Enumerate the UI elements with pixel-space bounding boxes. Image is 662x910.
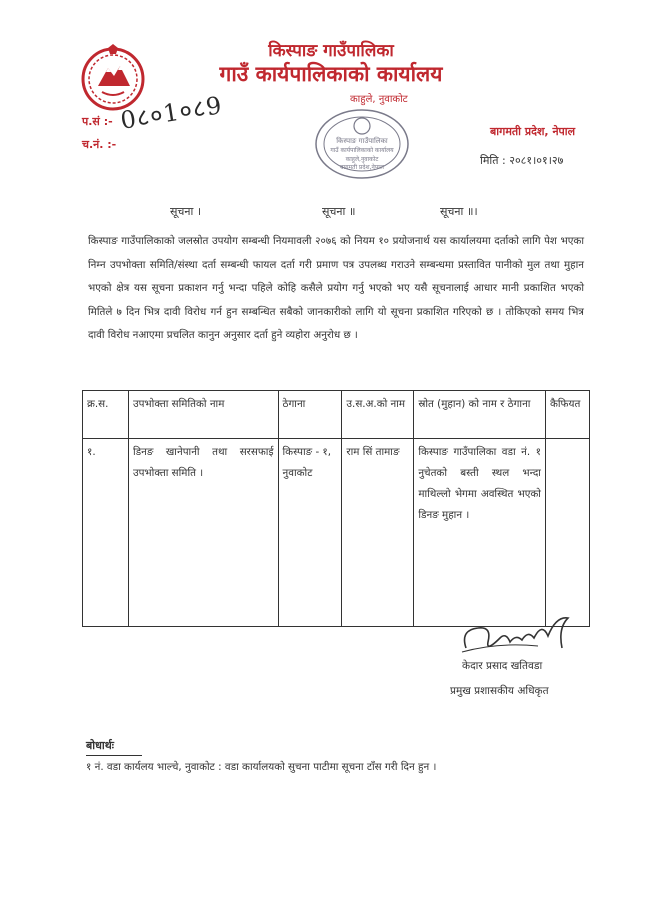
- office-stamp: [312, 106, 412, 182]
- cn-handwritten-number: 0८०1०८9: [118, 91, 225, 135]
- committee-table: [82, 390, 590, 627]
- cell-chair-name: राम सिं तामाङ: [342, 439, 414, 627]
- province-label: बागमती प्रदेश, नेपाल: [490, 125, 576, 138]
- office-address: काहुले, नुवाकोट: [350, 94, 408, 105]
- office-name: गाउँ कार्यपालिकाको कार्यालय: [219, 62, 443, 86]
- signatory-name: केदार प्रसाद खतिवडा: [462, 660, 543, 672]
- cell-address: किस्पाङ - १, नुवाकोट: [278, 439, 342, 627]
- signatory-title: प्रमुख प्रशासकीय अधिकृत: [450, 685, 549, 697]
- cell-remarks: [545, 439, 589, 627]
- header-remarks: कैफियत: [545, 391, 589, 439]
- municipality-name: किस्पाङ गाउँपालिका: [268, 41, 394, 61]
- header-address: ठेगाना: [278, 391, 342, 439]
- notice-heading-3: सूचना ॥।: [440, 205, 478, 218]
- header-committee-name: उपभोक्ता समितिको नाम: [128, 391, 278, 439]
- cell-serial: १.: [83, 439, 129, 627]
- stamp-line-1: किस्पाङ गाउँपालिका: [336, 137, 388, 145]
- stamp-line-4: बागमती प्रदेश,नेपाल: [340, 164, 384, 171]
- cc-underline: [86, 755, 142, 756]
- notice-heading-1: सूचना ।: [170, 205, 202, 218]
- ps-label: प.सं :-: [82, 115, 113, 128]
- notice-heading-2: सूचना ॥: [322, 205, 356, 218]
- header-source: स्रोत (मुहान) को नाम र ठेगाना: [414, 391, 546, 439]
- cell-committee-name: डिनङ खानेपानी तथा सरसफाई उपभोक्ता समिति ।: [128, 439, 278, 627]
- signature-scribble: [458, 608, 588, 658]
- header-chair-name: उ.स.अ.को नाम: [342, 391, 414, 439]
- stamp-line-3: काहुले,नुवाकोट: [345, 156, 379, 163]
- cc-label: बोधार्थः: [86, 739, 114, 752]
- cn-label: च.नं. :-: [82, 138, 117, 151]
- table-row: [83, 439, 590, 627]
- notice-paragraph: किस्पाङ गाउँपालिकाको जलस्रोत उपयोग सम्बन्धी नियमावली २०७६ को नियम १० प्रयोजनार्थ यस कार्यालयमा दर्ताको लागि पेश भएका निम्न उपभोक्ता समिति/संस्था दर्ता सम्बन्धी फायल दर्ता गरी प्रमाण पत्र उपलब्ध गराउने सम्बन्धमा प्रस्तावित पानीको मुल तथा मुहान भएको क्षेत्र यस सूचना प्रकाशन गर्नु भन्दा पहिले कोहि कसैले प्रयोग गर्नु भएको भए यसै सूचनालाई आधार मानी प्रकाशित भएको मितिले ७ दिन भित्र दावी विरोध गर्न हुन सम्बन्धित सबैको जानकारीको लागि यो सूचना प्रकाशित गरिएको छ । तोकिएको समय भित्र दावी विरोध नआएमा प्रचलित कानुन अनुसार दर्ता हुने व्यहोरा अनुरोध छ ।: [88, 235, 584, 341]
- cc-line: १ नं. वडा कार्यलय भाल्चे, नुवाकोट : वडा कार्यालयको सुचना पाटीमा सूचना टाँस गरी दिन हुन ।: [86, 761, 437, 773]
- cell-source: किस्पाङ गाउँपालिका वडा नं. १ नुचेतको बस्ती स्थल भन्दा माथिल्लो भेगमा अवस्थित भएको डिनङ मुहान ।: [414, 439, 546, 627]
- date-label: मिति : २०८१।०१।२७: [480, 154, 564, 167]
- stamp-line-2: गाउँ कार्यपालिकाको कार्यालय: [330, 147, 394, 154]
- table-header-row: [83, 391, 590, 439]
- header-serial: क्र.स.: [83, 391, 129, 439]
